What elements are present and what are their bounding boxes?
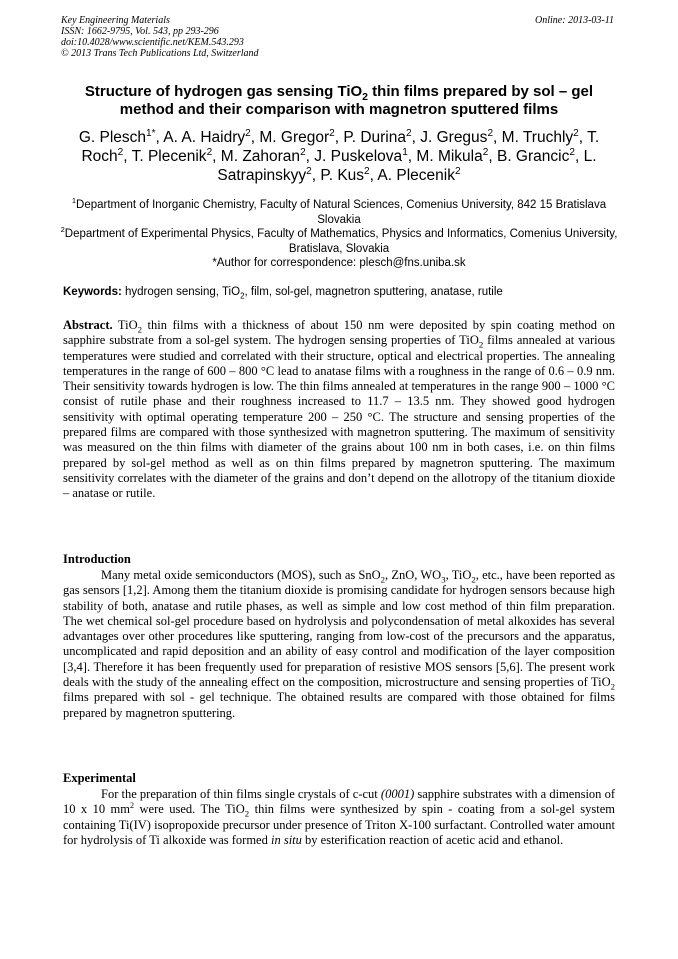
doi: doi:10.4028/www.scientific.net/KEM.543.293	[61, 37, 244, 48]
issn: ISSN: 1662-9795, Vol. 543, pp 293-296	[61, 26, 219, 37]
author: A. A. Haidry$^2$	[163, 127, 251, 146]
author: L. Satrapinskyy$^2$	[217, 148, 597, 184]
experimental-section	[63, 771, 615, 848]
correspondence: *Author for correspondence: plesch@fns.uniba.sk	[212, 257, 466, 269]
introduction-paragraph: Many metal oxide semiconductors (MOS), such as SnO$_2$, ZnO, $WO_3$, TiO$_2$, etc., have been reported as gas sensors [1,2]. Among them the titanium dioxide is promising candidate for hydrogen sensors because high stability of both, anatase and rutile phases, as well as simple and low cost method of thin film preparation. The wet chemical sol-gel procedure based on hydrolysis and polycondensation of metal alkoxides has several advantages over other procedures like sputtering, ranging from low-cost of the precursors and the apparatus, uncomplicated and rapid deposition and an ability of easy control and modification of the layer composition [3,4]. Therefore it has been frequently used for preparation of resistive MOS sensors [5,6]. The present work deals with the study of the annealing effect on the composition, microstructure and sensing properties of TiO$_2$ films prepared with sol - gel technique. The obtained results are compared with those obtained for films prepared by magnetron sputtering.	[63, 568, 615, 720]
journal-header	[61, 15, 614, 59]
keywords: Keywords: hydrogen sensing, TiO$_2$, film, sol-gel, magnetron sputtering, anatase, rutile	[63, 286, 503, 301]
author-list: G. Plesch$^{1*}$, A. A. Haidry$^2$, M. Gregor$^2$, P. Durina$^2$, J. Gregus$^2$, M. Truchly$^2$, T. Roch$^2$, T. Plecenik$^2$, M. Zahoran$^2$, J. Puskelova$^1$, M. Mikula$^2$, B. Grancic$^2$, L. Satrapinskyy$^2$, P. Kus$^2$, A. Plecenik$^2$	[78, 127, 600, 184]
author: J. Puskelova$^1$	[314, 146, 408, 165]
abstract: Abstract. TiO$_2$ thin films with a thickness of about 150 nm were deposited by spin coating method on sapphire substrate from a sol-gel system. The hydrogen sensing properties of TiO$_2$ films annealed at various temperatures were studied and correlated with their structure, optical and electrical properties. The annealing temperatures in the range of 600 – 800 °C lead to anatase films with a roughness in the range of 0.6 – 0.9 nm. Their sensitivity towards hydrogen is low. The thin films annealed at temperatures in the range 900 – 1000 °C consist of rutile phase and their roughness increased to 11.7 – 13.5 nm. They showed good hydrogen sensitivity with optimal operating temperature 200 – 250 °C. The structure and sensing properties of the prepared films are compared with those synthesized with magnetron sputtering. The maximum of sensitivity was measured on the thin films with diameter of the grains about 100 nm in both cases, i.e. on thin films prepared by sol-gel method as well as on thin films prepared by magnetron sputtering. The maximum sensitivity correlates with the diameter of the grains and don’t depend on the allotropy of the titanium dioxide – anatase or rutile.	[63, 318, 615, 501]
author: G. Plesch$^{1*}$	[78, 127, 156, 146]
copyright: © 2013 Trans Tech Publications Ltd, Switzerland	[61, 48, 259, 59]
author: P. Kus$^2$	[320, 165, 370, 184]
affiliation-2: $^2$Department of Experimental Physics, Faculty of Mathematics, Physics and Informatics, Comenius University, Bratislava, Slovakia	[60, 225, 618, 255]
author: T. Plecenik$^2$	[131, 146, 213, 165]
author: M. Gregor$^2$	[259, 127, 335, 146]
experimental-paragraph: For the preparation of thin films single crystals of c-cut (0001) sapphire substrates with a dimension of 10 x 10 $mm^2$ were used. The TiO$_2$ thin films were synthesized by spin - coating from a sol-gel system containing Ti(IV) isopropoxide precursor under presence of Triton X-100 surfactant. Controlled water amount for hydrolysis of Ti alkoxide was formed in situ by esterification reaction of acetic acid and ethanol.	[63, 787, 615, 847]
author: B. Grancic$^2$	[496, 146, 575, 165]
online-date: Online: 2013-03-11	[535, 15, 614, 26]
affiliations	[55, 198, 623, 271]
author: P. Durina$^2$	[343, 127, 412, 146]
journal-name: Key Engineering Materials	[61, 15, 170, 26]
experimental-heading: Experimental	[63, 771, 136, 785]
author: J. Gregus$^2$	[420, 127, 494, 146]
introduction-heading: Introduction	[63, 552, 131, 566]
author: M. Truchly$^2$	[501, 127, 579, 146]
paper-title: Structure of hydrogen gas sensing TiO$_2$ thin films prepared by sol – gel method and their comparison with magnetron sputtered films	[84, 83, 594, 118]
introduction-section	[63, 552, 615, 721]
author: M. Mikula$^2$	[416, 146, 489, 165]
author: M. Zahoran$^2$	[220, 146, 306, 165]
author: T. Roch$^2$	[81, 129, 600, 165]
affiliation-1: $^1$Department of Inorganic Chemistry, Faculty of Natural Sciences, Comenius University, 842 15 Bratislava Slovakia	[71, 196, 607, 226]
author: A. Plecenik$^2$	[377, 165, 461, 184]
